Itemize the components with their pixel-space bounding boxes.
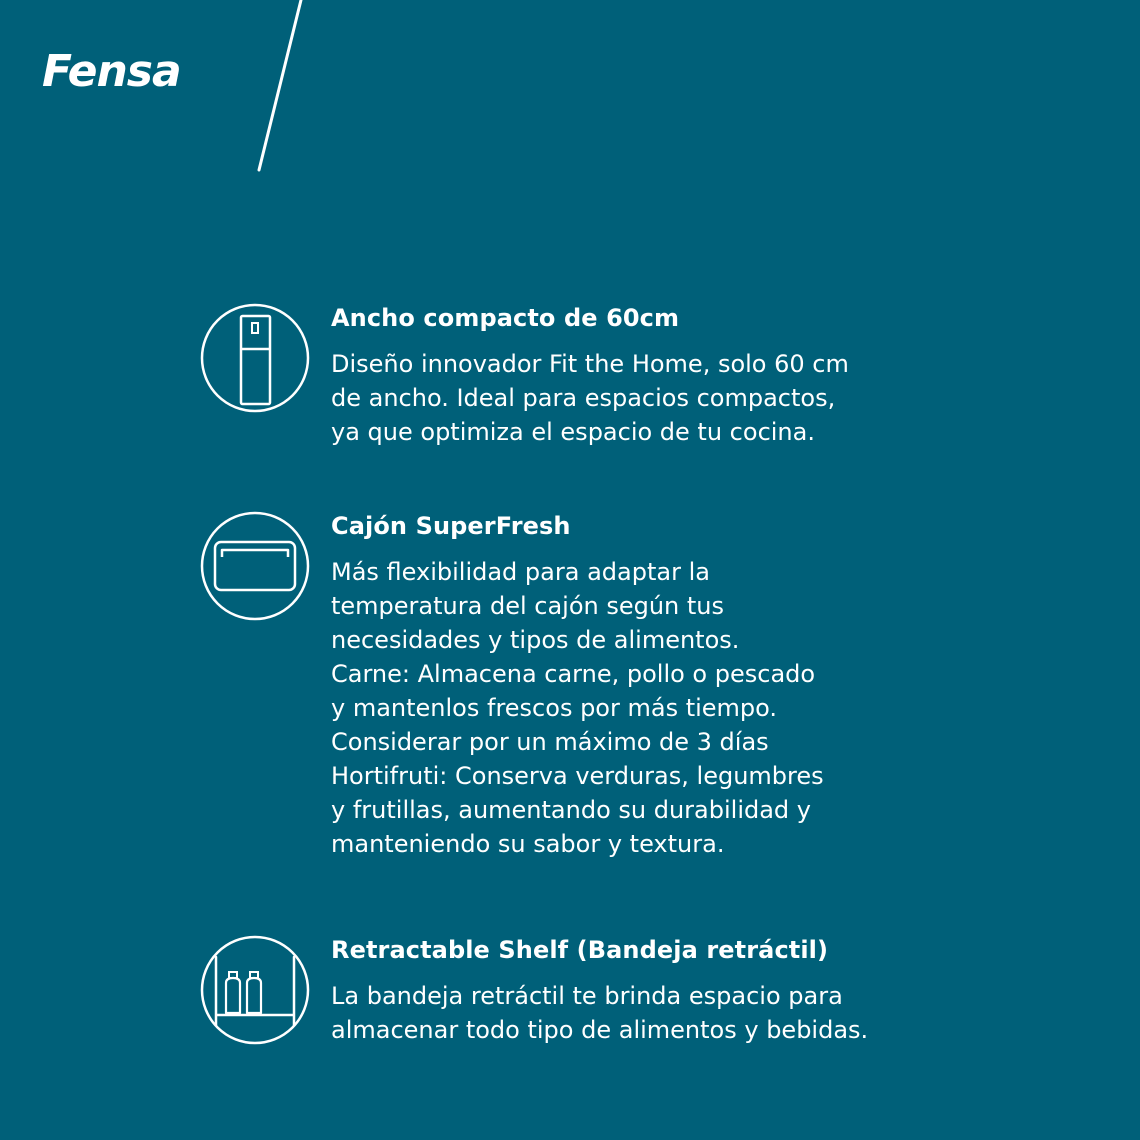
feature-description-line: Carne: Almacena carne, pollo o pescado bbox=[331, 660, 816, 688]
shelf-bottles-icon bbox=[200, 935, 310, 1045]
feature-description-line: La bandeja retráctil te brinda espacio para bbox=[331, 982, 843, 1010]
feature-title: Ancho compacto de 60cm bbox=[331, 304, 680, 332]
fensa-logo bbox=[42, 40, 222, 96]
refrigerator-icon bbox=[200, 303, 310, 413]
feature-title: Cajón SuperFresh bbox=[331, 512, 571, 540]
feature-description-line: y frutillas, aumentando su durabilidad y bbox=[331, 796, 811, 824]
feature-description-line: necesidades y tipos de alimentos. bbox=[331, 626, 740, 654]
feature-text bbox=[331, 303, 921, 449]
feature-description-line: Considerar por un máximo de 3 días bbox=[331, 728, 769, 756]
feature-description-line: Más flexibilidad para adaptar la bbox=[331, 558, 710, 586]
feature-description-line: Hortifruti: Conserva verduras, legumbres bbox=[331, 762, 824, 790]
feature-description-line: manteniendo su sabor y textura. bbox=[331, 830, 725, 858]
feature-text bbox=[331, 935, 921, 1047]
diagonal-divider-line bbox=[0, 0, 1140, 200]
feature-text bbox=[331, 511, 921, 861]
feature-title: Retractable Shelf (Bandeja retráctil) bbox=[331, 936, 829, 964]
feature-description-line: almacenar todo tipo de alimentos y bebidas. bbox=[331, 1016, 869, 1044]
feature-description-line: ya que optimiza el espacio de tu cocina. bbox=[331, 418, 815, 446]
feature-description-line: de ancho. Ideal para espacios compactos, bbox=[331, 384, 836, 412]
feature-description-line: Diseño innovador Fit the Home, solo 60 cm bbox=[331, 350, 849, 378]
feature-description-line: y mantenlos frescos por más tiempo. bbox=[331, 694, 778, 722]
drawer-icon bbox=[200, 511, 310, 621]
feature-description-line: temperatura del cajón según tus bbox=[331, 592, 725, 620]
svg-text:Fensa: Fensa bbox=[42, 46, 181, 96]
